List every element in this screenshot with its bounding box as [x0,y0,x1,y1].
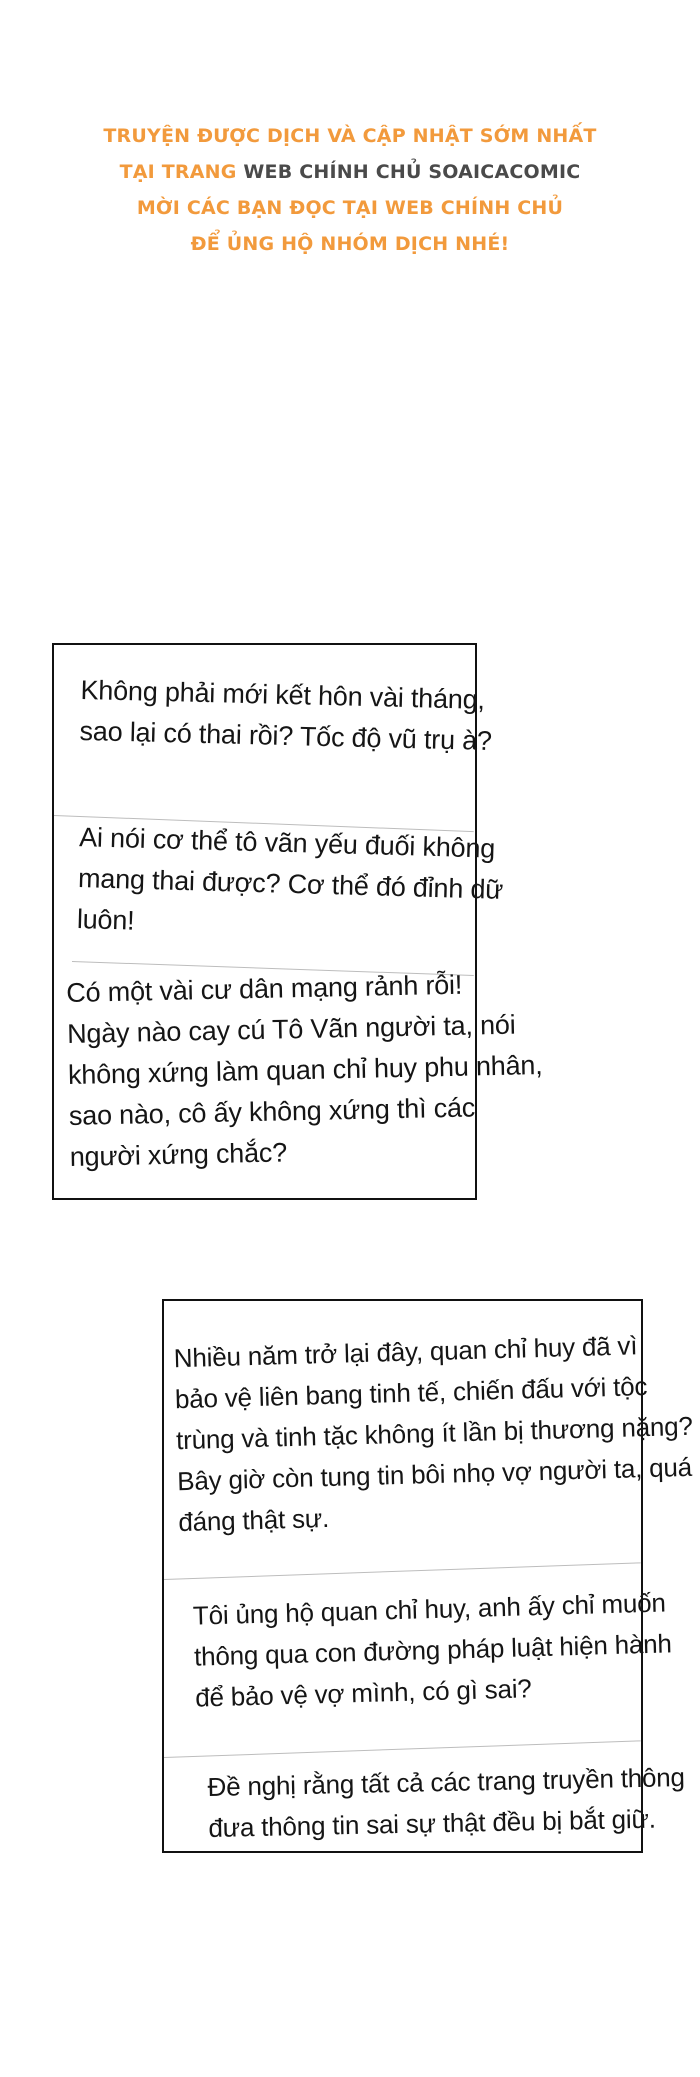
comment-line: sao lại có thai rồi? Tốc độ vũ trụ à? [79,715,493,757]
comment [192,1582,673,1718]
comment [66,963,545,1178]
comment [173,1324,695,1543]
comment-line: Nhiều năm trở lại đây, quan chỉ huy đã vì [173,1330,638,1374]
comment-divider [164,1562,641,1580]
comment-line: bảo vệ liên bang tinh tế, chiến đấu với tộc [174,1371,648,1415]
comment [79,670,493,762]
comment-line: trùng và tinh tặc không ít lần bị thương nặng? [175,1410,694,1456]
comment-line: người xứng chắc? [69,1137,288,1172]
comment-line: Ai nói cơ thể tô vãn yếu đuối không [78,822,496,864]
comment-line: không xứng làm quan chỉ huy phu nhân, [67,1050,543,1090]
comment-line: Có một vài cư dân mạng rảnh rỗi! [66,969,463,1008]
comment-line: Không phải mới kết hôn vài tháng, [80,674,486,715]
comment [76,817,504,952]
comment-divider [164,1740,641,1758]
comment-line: Bây giờ còn tung tin bôi nhọ vợ người ta, quá [176,1451,693,1497]
comment-line: thông qua con đường pháp luật hiện hành [193,1628,673,1672]
comment-panel-bottom [162,1299,694,1853]
comment-line: để bảo vệ vợ mình, có gì sai? [194,1673,532,1713]
comment-panel-top [52,643,543,1200]
credit-line-2-prefix: TẠI TRANG [119,161,244,183]
comment-line: Ngày nào cay cú Tô Vãn người ta, nói [66,1009,516,1049]
comment-line: Tôi ủng hộ quan chỉ huy, anh ấy chỉ muốn [192,1587,667,1631]
comment-line: sao nào, cô ấy không xứng thì các [68,1092,476,1131]
comment-line: đáng thật sự. [177,1502,330,1538]
credit-line-3: MỜI CÁC BẠN ĐỌC TẠI WEB CHÍNH CHỦ [136,197,564,219]
credit-line-1: TRUYỆN ĐƯỢC DỊCH VÀ CẬP NHẬT SỚM NHẤT [103,125,597,147]
comment [207,1757,686,1849]
comment-line: Đề nghị rằng tất cả các trang truyền thông [207,1762,686,1802]
credit-line-4: ĐỂ ỦNG HỘ NHÓM DỊCH NHÉ! [190,233,510,255]
comment-line: luôn! [76,904,135,936]
translator-credit [0,118,700,262]
credit-line-2 [0,154,700,190]
comment-line: đưa thông tin sai sự thật đều bị bắt giữ. [208,1803,656,1843]
comment-line: mang thai được? Cơ thể đó đỉnh dữ [77,863,504,905]
credit-site-name: WEB CHÍNH CHỦ SOAICACOMIC [243,161,581,183]
